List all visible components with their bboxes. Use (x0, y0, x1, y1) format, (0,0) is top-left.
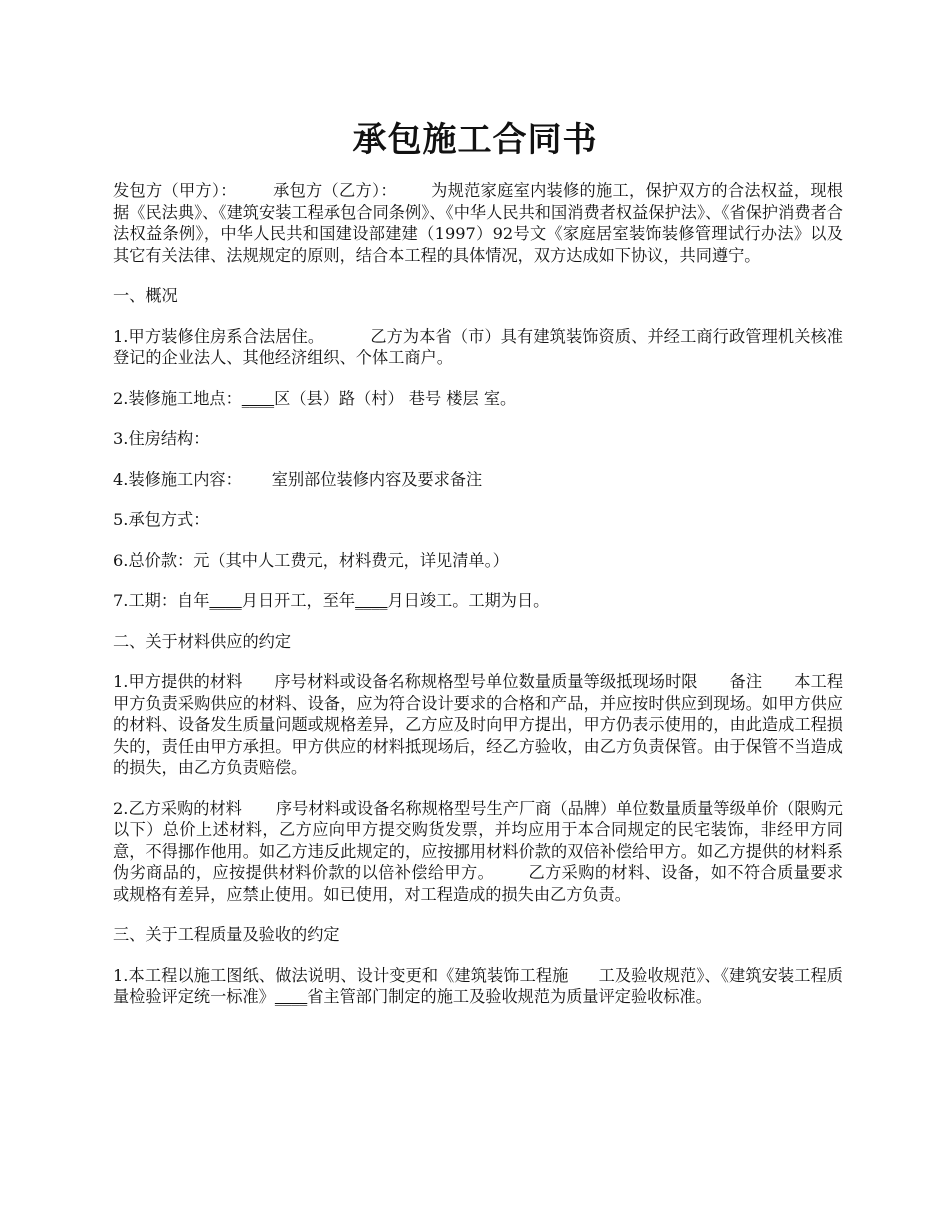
clause-text: 乙方采购的材料、设备，如不符合质量要求或规格有差异，应禁止使用。如已使用，对工程造成的损失由乙方负责。 (113, 863, 844, 904)
clause-text: 4.装修施工内容： (113, 469, 242, 489)
clause-text: 室别部位装修内容及要求备注 (271, 469, 483, 489)
clause-text: 区（县）路（村） 巷号 楼层 室。 (274, 388, 517, 408)
section-heading-1: 一、概况 (113, 286, 178, 305)
intro-paragraph (113, 180, 843, 266)
section-heading-3: 三、关于工程质量及验收的约定 (113, 925, 340, 944)
clause-text: 备注 (729, 672, 763, 691)
clause-text: 月日竣工。工期为日。 (387, 591, 550, 610)
clause-1-3: 3.住房结构： (113, 429, 210, 448)
clause-1-4 (113, 469, 843, 491)
clause-1-2 (113, 388, 843, 410)
clause-2-2 (113, 798, 843, 906)
clause-text: 乙方为本省（市）具有建筑装饰资质、并经工商行政管理机关核准登记的企业法人、其他经济组织、个体工商户。 (113, 326, 843, 367)
party-a-label: 发包方（甲方）： (113, 181, 237, 200)
document-title: 承包施工合同书 (352, 120, 598, 160)
clause-text: 1.甲方装修住房系合法居住。 (113, 326, 325, 346)
clause-text: 2.乙方采购的材料 (113, 798, 242, 818)
fill-blank: ____ (355, 591, 388, 610)
clause-text: 省主管部门制定的施工及验收规范为质量评定验收标准。 (307, 987, 712, 1006)
clause-3-1 (113, 965, 843, 1008)
clause-1-1 (113, 326, 843, 369)
clause-text: 2.装修施工地点： (113, 388, 242, 408)
clause-text: 月日开工，至年 (241, 591, 356, 610)
clause-2-1 (113, 671, 843, 779)
clause-text: 工及验收规范》、《建筑安装工程质量检验评定统一标准》 (113, 965, 843, 1006)
clause-text: 1.本工程以施工图纸、做法说明、设计变更和《建筑装饰工程施 (113, 965, 569, 985)
clause-text: 序号材料或设备名称规格型号生产厂商（品牌）单位数量质量等级单价（限购元以下）总价上述材料，乙方应向甲方提交购货发票，并均应用于本合同规定的民宅装饰，非经甲方同意，不得挪作他用。如乙方违反此规定的，应按挪用材料价款的双倍补偿给甲方。如乙方提供的材料系伪劣商品的，应按提供材料价款的以倍补偿给甲方。 (113, 798, 843, 882)
clause-1-6: 6.总价款：元（其中人工费元，材料费元，详见清单。） (113, 550, 509, 570)
section-heading-2: 二、关于材料供应的约定 (113, 631, 292, 651)
clause-1-5: 5.承包方式： (113, 510, 210, 529)
clause-text: 序号材料或设备名称规格型号单位数量质量等级抵现场时限 (274, 672, 698, 691)
clause-text: 1.甲方提供的材料 (113, 672, 243, 691)
intro-text: 为规范家庭室内装修的施工，保护双方的合法权益，现根据《民法典》、《建筑安装工程承包合同条例》、《中华人民共和国消费者权益保护法》、《省保护消费者合法权益条例》，中华人民共和国建设部建建（1997）92号文《家庭居室装饰装修管理试行办法》以及其它有关法律、法规规定的原则，结合本工程的具体情况，双方达成如下协议，共同遵宁。 (113, 181, 843, 265)
fill-blank: ____ (274, 987, 308, 1006)
clause-text: 7.工期：自年 (113, 591, 210, 610)
document-body (113, 180, 843, 1027)
fill-blank: ____ (209, 591, 242, 610)
fill-blank: ____ (241, 388, 275, 408)
clause-text: 本工程甲方负责采购供应的材料、设备，应为符合设计要求的合格和产品，并应按时供应到现场。如甲方供应的材料、设备发生质量问题或规格差异，乙方应及时向甲方提出，甲方仍表示使用的，由此造成工程损失的，责任由甲方承担。甲方供应的材料抵现场后，经乙方验收，由乙方负责保管。由于保管不当造成的损失，由乙方负责赔偿。 (113, 672, 844, 777)
clause-1-7 (113, 590, 843, 612)
party-b-label: 承包方（乙方）： (272, 181, 397, 200)
